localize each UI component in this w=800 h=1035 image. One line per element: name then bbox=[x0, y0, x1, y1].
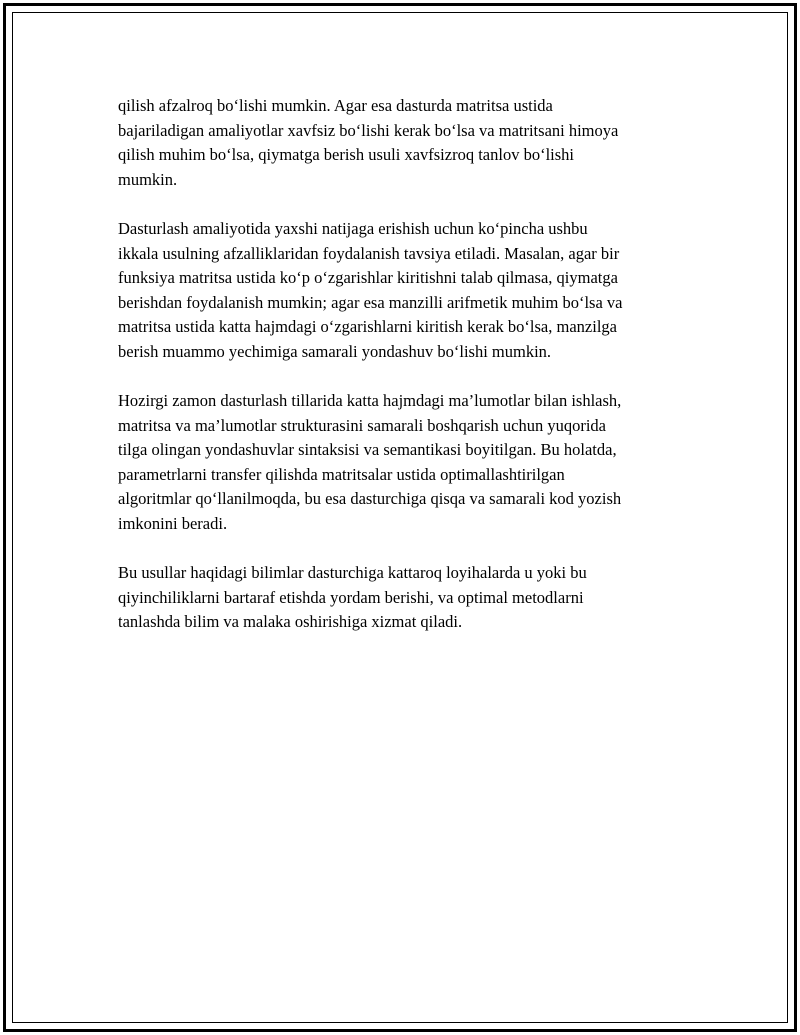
text-line: berish muammo yechimiga samarali yondashuv bo‘lishi mumkin. bbox=[118, 341, 552, 361]
text-line: imkonini beradi. bbox=[118, 513, 228, 533]
text-line: tilga olingan yondashuvlar sintaksisi va semantikasi boyitilgan. Bu holatda, bbox=[118, 440, 617, 459]
text-line: qilish muhim bo‘lsa, qiymatga berish usuli xavfsizroq tanlov bo‘lishi bbox=[118, 145, 574, 164]
paragraph-1 bbox=[118, 94, 683, 192]
text-line: algoritmlar qo‘llanilmoqda, bu esa dasturchiga qisqa va samarali kod yozish bbox=[118, 489, 622, 508]
text-line: matritsa ustida katta hajmdagi o‘zgarishlarni kiritish kerak bo‘lsa, manzilga bbox=[118, 317, 617, 336]
paragraph-2 bbox=[118, 217, 683, 364]
text-line: qilish afzalroq bo‘lishi mumkin. Agar esa dasturda matritsa ustida bbox=[118, 96, 553, 115]
text-line: qiyinchiliklarni bartaraf etishda yordam berishi, va optimal metodlarni bbox=[118, 587, 584, 607]
text-line: funksiya matritsa ustida ko‘p o‘zgarishlar kiritishni talab qilmasa, qiymatga bbox=[118, 268, 618, 287]
text-line: tanlashda bilim va malaka oshirishiga xizmat qiladi. bbox=[118, 612, 463, 631]
text-line: parametrlarni transfer qilishda matritsalar ustida optimallashtirilgan bbox=[118, 464, 565, 484]
document-body bbox=[118, 94, 683, 660]
text-line: bajariladigan amaliyotlar xavfsiz bo‘lishi kerak bo‘lsa va matritsani himoya bbox=[118, 120, 619, 140]
text-line: Bu usullar haqidagi bilimlar dasturchiga kattaroq loyihalarda u yoki bu bbox=[118, 563, 587, 582]
text-line: Dasturlash amaliyotida yaxshi natijaga erishish uchun ko‘pincha ushbu bbox=[118, 219, 588, 238]
text-line: matritsa va ma’lumotlar strukturasini samarali boshqarish uchun yuqorida bbox=[118, 415, 607, 435]
text-line: Hozirgi zamon dasturlash tillarida katta hajmdagi ma’lumotlar bilan ishlash, bbox=[118, 391, 622, 410]
text-line: mumkin. bbox=[118, 169, 178, 189]
paragraph-4 bbox=[118, 561, 683, 635]
text-line: berishdan foydalanish mumkin; agar esa manzilli arifmetik muhim bo‘lsa va bbox=[118, 292, 623, 312]
paragraph-3 bbox=[118, 389, 683, 536]
text-line: ikkala usulning afzalliklaridan foydalanish tavsiya etiladi. Masalan, agar bir bbox=[118, 243, 620, 263]
